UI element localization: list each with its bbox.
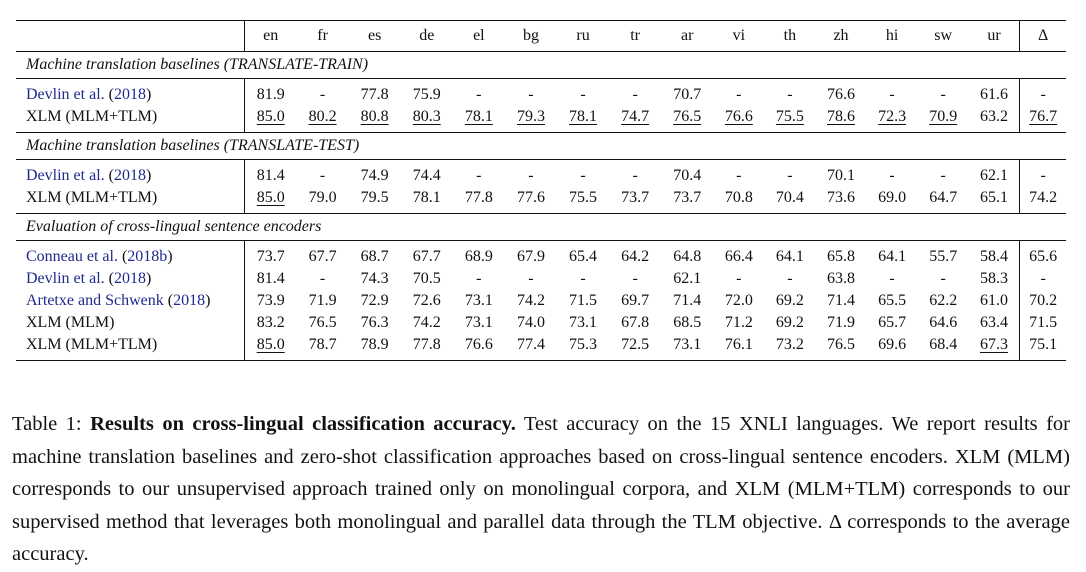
cell-es: 80.8 [360, 108, 389, 125]
cell-sw: 64.7 [929, 189, 958, 206]
cell-hi: 65.7 [878, 314, 907, 331]
cell-ar: 76.5 [673, 108, 702, 125]
cell-en: 85.0 [244, 334, 296, 361]
cell-ru: - [580, 86, 586, 103]
cell-zh: 65.8 [827, 248, 855, 265]
table-row [16, 312, 1066, 334]
cell-de: 74.2 [412, 314, 441, 331]
cell-en: 73.9 [244, 290, 296, 312]
table-row [16, 187, 1066, 214]
cell-tr: 69.7 [621, 292, 650, 309]
citation-year: 2018 [113, 270, 146, 287]
cell-bg: 77.4 [505, 334, 557, 361]
cell-hi: - [889, 86, 895, 103]
row-model-name: Devlin et al. (2018) [26, 167, 152, 184]
cell-el: 73.1 [464, 314, 493, 331]
cell-sw: 62.2 [929, 292, 958, 309]
cell-tr: 64.2 [621, 248, 650, 265]
caption-body: Test accuracy on the 15 XNLI languages. We report results for machine translation baselines and zero-shot classification approaches based on cross-lingual sentence encoders. XLM (MLM) corresponds to our unsupervised approach trained only on monolingual corpora, and XLM (MLM+TLM) corresponds to our supervised method that leverages both monolingual and parallel data through the TLM objective. Δ corresponds to the average accuracy. [12, 413, 1071, 565]
cell-bg: 77.6 [516, 189, 545, 206]
cell-fr: - [319, 86, 326, 103]
citation-author: Devlin et al. [26, 86, 105, 103]
cell-tr: - [632, 86, 638, 103]
cell-delta: 74.2 [1020, 187, 1066, 214]
cell-zh: 73.6 [827, 189, 855, 206]
header-corner-cell [16, 21, 244, 52]
cell-sw: 68.4 [918, 334, 969, 361]
cell-vi: 76.6 [724, 108, 753, 125]
cell-hi: 69.0 [878, 189, 907, 206]
cell-vi: 70.8 [724, 189, 753, 206]
cell-en: 73.7 [244, 241, 296, 269]
header-lang-en: en [244, 21, 296, 52]
cell-ru: 71.5 [569, 292, 598, 309]
cell-zh: 76.5 [815, 334, 866, 361]
cell-th: 69.2 [775, 314, 804, 331]
cell-es: 78.9 [349, 334, 401, 361]
cell-th: - [787, 167, 793, 184]
row-model-name: XLM (MLM+TLM) [16, 334, 244, 361]
row-model-name: XLM (MLM+TLM) [26, 108, 158, 125]
cell-en: 85.0 [244, 187, 296, 214]
cell-bg: - [528, 270, 534, 287]
table-row [16, 160, 1066, 188]
cell-el: 77.8 [464, 189, 493, 206]
cell-fr: - [319, 167, 326, 184]
cell-zh: 71.9 [827, 314, 855, 331]
cell-delta: 76.7 [1020, 106, 1066, 133]
cell-ar: 71.4 [673, 292, 702, 309]
header-lang-hi: hi [867, 21, 918, 52]
header-lang-bg: bg [505, 21, 557, 52]
table-row [16, 79, 1066, 107]
cell-zh: 63.8 [827, 270, 855, 287]
cell-delta: - [1020, 160, 1066, 188]
cell-zh: 70.1 [827, 167, 855, 184]
cell-vi: 72.0 [724, 292, 753, 309]
section-title: Evaluation of cross-lingual sentence encoders [16, 214, 1066, 241]
citation-author: Devlin et al. [26, 270, 105, 287]
cell-fr: 80.2 [308, 108, 337, 125]
header-lang-de: de [401, 21, 453, 52]
cell-ur: 62.1 [980, 167, 1009, 184]
table-row [16, 290, 1066, 312]
cell-vi: 71.2 [724, 314, 753, 331]
cell-tr: - [632, 270, 638, 287]
cell-hi: - [889, 167, 895, 184]
cell-sw: 64.6 [929, 314, 958, 331]
cell-ur: 63.2 [980, 108, 1009, 125]
cell-th: 75.5 [775, 108, 804, 125]
citation-year: 2018b [127, 248, 168, 265]
cell-sw: 55.7 [929, 248, 958, 265]
row-model-name: Artetxe and Schwenk (2018) [26, 292, 211, 309]
cell-el: - [476, 270, 482, 287]
cell-bg: 67.9 [516, 248, 545, 265]
cell-el: 68.9 [464, 248, 493, 265]
cell-tr: 74.7 [621, 108, 650, 125]
cell-bg: 74.2 [516, 292, 545, 309]
cell-delta: 75.1 [1020, 334, 1066, 361]
cell-ar: 68.5 [673, 314, 702, 331]
cell-bg: 79.3 [516, 108, 545, 125]
cell-fr: 76.5 [308, 314, 337, 331]
cell-es: 72.9 [360, 292, 389, 309]
cell-el: 76.6 [453, 334, 505, 361]
cell-ur: 58.4 [980, 248, 1009, 265]
cell-sw: 70.9 [929, 108, 958, 125]
cell-es: 68.7 [360, 248, 389, 265]
cell-en: 81.9 [244, 79, 296, 107]
header-lang-el: el [453, 21, 505, 52]
cell-de: 78.1 [412, 189, 441, 206]
cell-hi: 65.5 [878, 292, 907, 309]
cell-ru: 75.5 [569, 189, 598, 206]
cell-hi: 72.3 [878, 108, 907, 125]
row-model-name: XLM (MLM+TLM) [26, 189, 158, 206]
header-lang-ur: ur [969, 21, 1020, 52]
cell-ar: 62.1 [673, 270, 702, 287]
cell-zh: 76.6 [827, 86, 855, 103]
table-body [16, 21, 1066, 361]
cell-ru: - [580, 270, 586, 287]
cell-sw: - [940, 167, 946, 184]
table-row [16, 268, 1066, 290]
table-caption [12, 408, 1070, 571]
section-title: Machine translation baselines (TRANSLATE-TRAIN) [16, 52, 1066, 79]
cell-delta: 70.2 [1020, 290, 1066, 312]
cell-th: 69.2 [775, 292, 804, 309]
cell-ur: 58.3 [980, 270, 1009, 287]
cell-es: 77.8 [360, 86, 389, 103]
header-lang-ar: ar [661, 21, 713, 52]
cell-de: 75.9 [412, 86, 441, 103]
cell-ru: 73.1 [569, 314, 598, 331]
cell-th: - [787, 86, 793, 103]
cell-ar: 73.1 [661, 334, 713, 361]
cell-zh: 71.4 [827, 292, 855, 309]
citation-author: Conneau et al. [26, 248, 118, 265]
cell-ru: 65.4 [569, 248, 598, 265]
cell-delta: 71.5 [1020, 312, 1066, 334]
cell-es: 74.3 [360, 270, 389, 287]
cell-th: 73.2 [764, 334, 815, 361]
cell-es: 74.9 [360, 167, 389, 184]
cell-fr: - [319, 270, 326, 287]
cell-de: 80.3 [412, 108, 441, 125]
cell-en: 85.0 [244, 106, 296, 133]
header-lang-es: es [349, 21, 401, 52]
results-table [16, 20, 1066, 361]
cell-tr: 72.5 [609, 334, 661, 361]
cell-ar: 70.7 [673, 86, 702, 103]
cell-es: 76.3 [360, 314, 389, 331]
cell-delta: 65.6 [1020, 241, 1066, 269]
cell-fr: 79.0 [308, 189, 337, 206]
cell-en: 81.4 [244, 160, 296, 188]
cell-ru: - [580, 167, 586, 184]
row-model-name: Devlin et al. (2018) [26, 270, 152, 287]
cell-el: - [476, 86, 482, 103]
cell-hi: - [889, 270, 895, 287]
cell-tr: 73.7 [621, 189, 650, 206]
cell-zh: 78.6 [827, 108, 855, 125]
section-title: Machine translation baselines (TRANSLATE-TEST) [16, 133, 1066, 160]
citation-author: Devlin et al. [26, 167, 105, 184]
cell-th: 64.1 [775, 248, 804, 265]
cell-de: 72.6 [412, 292, 441, 309]
cell-vi: 76.1 [713, 334, 764, 361]
cell-de: 67.7 [412, 248, 441, 265]
cell-ar: 64.8 [673, 248, 702, 265]
citation-year: 2018 [113, 86, 146, 103]
cell-ur: 63.4 [980, 314, 1009, 331]
header-lang-fr: fr [297, 21, 349, 52]
cell-ur: 65.1 [980, 189, 1009, 206]
cell-ru: 75.3 [557, 334, 609, 361]
cell-de: 74.4 [412, 167, 441, 184]
cell-el: - [476, 167, 482, 184]
table-row [16, 241, 1066, 269]
header-lang-ru: ru [557, 21, 609, 52]
cell-vi: - [736, 86, 742, 103]
row-model-name: Devlin et al. (2018) [26, 86, 152, 103]
cell-fr: 67.7 [308, 248, 337, 265]
caption-title: Results on cross-lingual classification accuracy. [90, 413, 516, 435]
cell-ar: 70.4 [673, 167, 702, 184]
cell-ar: 73.7 [673, 189, 702, 206]
cell-en: 81.4 [244, 268, 296, 290]
citation-author: Artetxe and Schwenk [26, 292, 164, 309]
cell-hi: 64.1 [878, 248, 907, 265]
citation-year: 2018 [113, 167, 146, 184]
cell-th: - [787, 270, 793, 287]
table-row [16, 334, 1066, 361]
cell-ur: 61.6 [980, 86, 1009, 103]
header-delta: Δ [1020, 21, 1066, 52]
cell-delta: - [1020, 268, 1066, 290]
cell-el: 78.1 [464, 108, 493, 125]
cell-hi: 69.6 [867, 334, 918, 361]
header-lang-vi: vi [713, 21, 764, 52]
citation-year: 2018 [173, 292, 206, 309]
header-lang-sw: sw [918, 21, 969, 52]
cell-tr: 67.8 [621, 314, 650, 331]
cell-tr: - [632, 167, 638, 184]
cell-vi: 66.4 [724, 248, 753, 265]
section-header-row [16, 52, 1066, 79]
cell-ru: 78.1 [569, 108, 598, 125]
row-model-name: XLM (MLM) [26, 314, 115, 331]
cell-delta: - [1020, 79, 1066, 107]
cell-bg: - [528, 86, 534, 103]
table-row [16, 106, 1066, 133]
cell-ur: 67.3 [969, 334, 1020, 361]
cell-el: 73.1 [464, 292, 493, 309]
cell-en: 83.2 [244, 312, 296, 334]
cell-sw: - [940, 270, 946, 287]
caption-label: Table 1: [12, 413, 82, 435]
cell-ur: 61.0 [980, 292, 1009, 309]
header-lang-th: th [764, 21, 815, 52]
cell-vi: - [736, 167, 742, 184]
cell-bg: - [528, 167, 534, 184]
cell-vi: - [736, 270, 742, 287]
section-header-row [16, 133, 1066, 160]
cell-fr: 78.7 [297, 334, 349, 361]
cell-bg: 74.0 [516, 314, 545, 331]
cell-fr: 71.9 [308, 292, 337, 309]
cell-sw: - [940, 86, 946, 103]
header-lang-zh: zh [815, 21, 866, 52]
cell-es: 79.5 [360, 189, 389, 206]
header-row [16, 21, 1066, 52]
row-model-name: Conneau et al. (2018b) [26, 248, 173, 265]
cell-de: 77.8 [401, 334, 453, 361]
cell-th: 70.4 [775, 189, 804, 206]
header-lang-tr: tr [609, 21, 661, 52]
cell-de: 70.5 [412, 270, 441, 287]
section-header-row [16, 214, 1066, 241]
